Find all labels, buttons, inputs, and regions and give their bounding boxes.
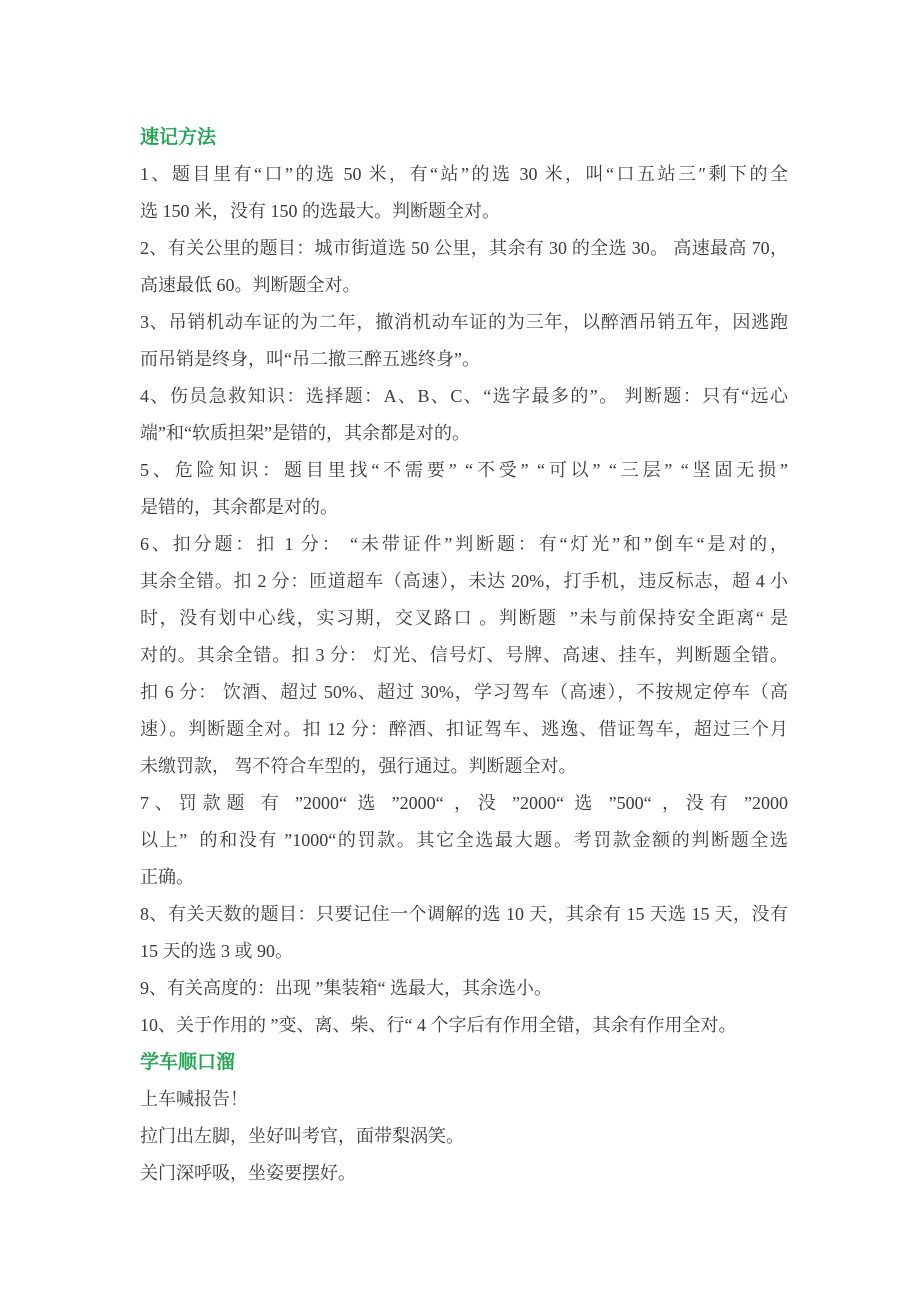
text-line: 拉门出左脚，坐好叫考官，面带梨涡笑。 xyxy=(140,1126,464,1146)
text-line: 6、扣分题：扣 1 分： “未带证件”判断题：有“灯光”和”倒车“是对的， xyxy=(140,534,788,554)
text-line: 高速最低 60。判断题全对。 xyxy=(140,275,361,295)
text-line: 7、罚款题 有 ”2000“ 选 ”2000“ ，没 ”2000“ 选 ”500“ ，没有 ”2000 xyxy=(140,793,788,813)
text-line: 速）。判断题全对。扣 12 分：醉酒、扣证驾车、逃逸、借证驾车，超过三个月 xyxy=(140,719,788,739)
section-heading: 速记方法 xyxy=(140,126,217,148)
text-line: 9、有关高度的：出现 ”集装箱“ 选最大，其余选小。 xyxy=(140,978,552,998)
text-line: 5、危险知识：题目里找“不需要” “不受” “可以” “三层” “坚固无损” xyxy=(140,460,788,480)
paragraph xyxy=(140,896,788,970)
text-line: 端”和“软质担架”是错的，其余都是对的。 xyxy=(140,423,470,443)
paragraph xyxy=(140,1118,788,1155)
paragraph xyxy=(140,970,788,1007)
text-line: 1、题目里有“口”的选 50 米，有“站”的选 30 米，叫“口五站三″剩下的全 xyxy=(140,164,788,184)
paragraph xyxy=(140,452,788,526)
paragraph xyxy=(140,156,788,230)
text-line: 10、关于作用的 ”变、离、柴、行“ 4 个字后有作用全错，其余有作用全对。 xyxy=(140,1015,737,1035)
text-line: 对的。其余全错。扣 3 分： 灯光、信号灯、号牌、高速、挂车，判断题全错。 xyxy=(140,645,788,665)
paragraph xyxy=(140,378,788,452)
text-line: 正确。 xyxy=(140,867,194,887)
paragraph xyxy=(140,230,788,304)
text-line: 15 天的选 3 或 90。 xyxy=(140,941,293,961)
text-line: 以上” 的和没有 ”1000“的罚款。其它全选最大题。考罚款金额的判断题全选 xyxy=(140,830,788,850)
text-line: 关门深呼吸，坐姿要摆好。 xyxy=(140,1163,356,1183)
paragraph xyxy=(140,1007,788,1044)
paragraph xyxy=(140,526,788,785)
text-line: 扣 6 分： 饮酒、超过 50%、超过 30%，学习驾车（高速），不按规定停车（高 xyxy=(140,682,788,702)
paragraph xyxy=(140,1081,788,1118)
document-content xyxy=(140,119,788,1192)
paragraph xyxy=(140,304,788,378)
paragraph xyxy=(140,1155,788,1192)
text-line: 8、有关天数的题目：只要记住一个调解的选 10 天，其余有 15 天选 15 天，没有 xyxy=(140,904,788,924)
paragraph xyxy=(140,785,788,896)
text-line: 选 150 米，没有 150 的选最大。判断题全对。 xyxy=(140,201,500,221)
text-line: 4、伤员急救知识：选择题：A、B、C、“选字最多的”。 判断题：只有“远心 xyxy=(140,386,788,406)
text-line: 3、吊销机动车证的为二年，撤消机动车证的为三年，以醉酒吊销五年，因逃跑 xyxy=(140,312,788,332)
text-line: 其余全错。扣 2 分：匝道超车（高速），未达 20%，打手机，违反标志，超 4 小 xyxy=(140,571,788,591)
text-line: 未缴罚款， 驾不符合车型的，强行通过。判断题全对。 xyxy=(140,756,577,776)
text-line: 时，没有划中心线，实习期，交叉路口 。判断题 ”未与前保持安全距离“ 是 xyxy=(140,608,788,628)
text-line: 是错的，其余都是对的。 xyxy=(140,497,338,517)
text-line: 上车喊报告！ xyxy=(140,1089,248,1109)
section-heading: 学车顺口溜 xyxy=(140,1051,236,1073)
text-line: 2、有关公里的题目：城市街道选 50 公里，其余有 30 的全选 30。 高速最高 70， xyxy=(140,238,788,258)
text-line: 而吊销是终身，叫“吊二撤三醉五逃终身”。 xyxy=(140,349,480,369)
